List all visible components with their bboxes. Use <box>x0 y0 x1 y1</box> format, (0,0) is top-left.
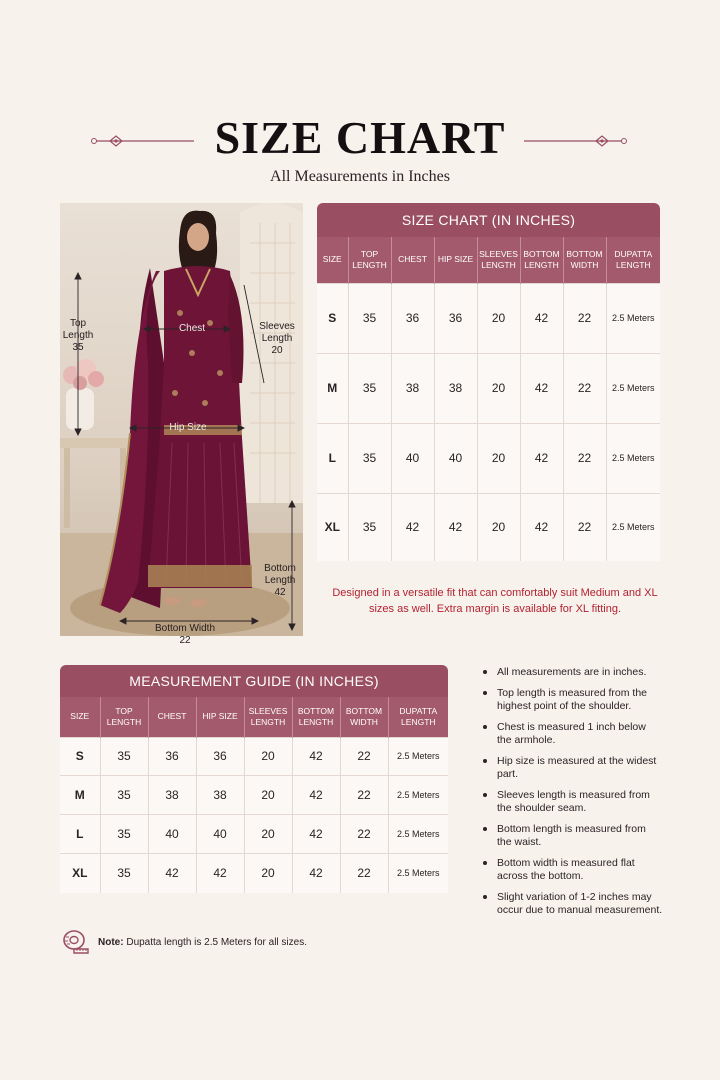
bottom-width-label: Bottom Width 22 <box>154 623 216 646</box>
table-cell: 35 <box>100 814 148 853</box>
measurement-guide-header-row <box>60 697 448 737</box>
table-cell: 20 <box>477 493 520 561</box>
table-cell: 38 <box>196 775 244 814</box>
table-cell: 2.5 Meters <box>606 423 660 493</box>
table-cell: 36 <box>391 283 434 353</box>
chest-text: Chest <box>178 323 206 334</box>
table-cell: 20 <box>477 353 520 423</box>
size-cell: M <box>60 775 100 814</box>
table-cell: 38 <box>148 775 196 814</box>
table-cell: 42 <box>434 493 477 561</box>
table-cell: 40 <box>434 423 477 493</box>
page-title: SIZE CHART <box>214 112 506 163</box>
list-item: Sleeves length is measured from the shoulder seam. <box>483 789 663 815</box>
table-row <box>317 353 660 423</box>
footer-note-text <box>98 937 307 948</box>
size-cell: M <box>317 353 348 423</box>
table-cell: 2.5 Meters <box>606 493 660 561</box>
list-item: Slight variation of 1-2 inches may occur due to manual measurement. <box>483 891 663 917</box>
table-cell: 22 <box>340 737 388 775</box>
column-header: BOTTOM LENGTH <box>520 237 563 283</box>
size-chart-caption: SIZE CHART (IN INCHES) <box>317 203 660 237</box>
table-cell: 36 <box>434 283 477 353</box>
table-cell: 20 <box>244 853 292 893</box>
table-cell: 42 <box>292 853 340 893</box>
ornament-right-icon <box>518 134 628 148</box>
table-cell: 2.5 Meters <box>388 853 448 893</box>
sleeves-length-label: Sleeves Length 20 <box>259 321 295 356</box>
table-cell: 35 <box>348 283 391 353</box>
table-row <box>317 423 660 493</box>
column-header: CHEST <box>391 237 434 283</box>
table-row <box>317 493 660 561</box>
table-cell: 35 <box>348 353 391 423</box>
column-header: TOP LENGTH <box>100 697 148 737</box>
column-header: TOP LENGTH <box>348 237 391 283</box>
measurement-guide-table <box>60 665 448 893</box>
table-cell: 22 <box>563 353 606 423</box>
top-length-label: Top Length 35 <box>62 318 94 353</box>
list-item: Chest is measured 1 inch below the armhole. <box>483 721 663 747</box>
list-item: All measurements are in inches. <box>483 666 663 679</box>
ornament-left-icon <box>90 134 200 148</box>
column-header: BOTTOM LENGTH <box>292 697 340 737</box>
column-header: SIZE <box>60 697 100 737</box>
column-header: SLEEVES LENGTH <box>477 237 520 283</box>
table-cell: 35 <box>348 423 391 493</box>
size-cell: S <box>60 737 100 775</box>
table-cell: 42 <box>148 853 196 893</box>
table-cell: 2.5 Meters <box>388 775 448 814</box>
size-cell: XL <box>317 493 348 561</box>
table-cell: 22 <box>340 814 388 853</box>
table-row <box>60 775 448 814</box>
size-cell: L <box>60 814 100 853</box>
table-cell: 36 <box>196 737 244 775</box>
guide-notes-list <box>483 666 663 925</box>
list-item: Hip size is measured at the widest part. <box>483 755 663 781</box>
list-item: Bottom length is measured from the waist. <box>483 823 663 849</box>
table-cell: 42 <box>520 283 563 353</box>
column-header: SLEEVES LENGTH <box>244 697 292 737</box>
table-cell: 22 <box>563 493 606 561</box>
hip-size-label: Hip Size <box>169 422 207 433</box>
table-cell: 42 <box>391 493 434 561</box>
table-cell: 42 <box>292 775 340 814</box>
list-item: Top length is measured from the highest point of the shoulder. <box>483 687 663 713</box>
table-cell: 22 <box>340 775 388 814</box>
column-header: DUPATTA LENGTH <box>388 697 448 737</box>
column-header: HIP SIZE <box>196 697 244 737</box>
table-cell: 20 <box>244 814 292 853</box>
table-cell: 20 <box>244 737 292 775</box>
table-cell: 22 <box>340 853 388 893</box>
table-cell: 42 <box>520 353 563 423</box>
column-header: CHEST <box>148 697 196 737</box>
bottom-length-label: Bottom Length 42 <box>264 563 296 598</box>
footer-note <box>62 929 307 955</box>
table-cell: 42 <box>520 493 563 561</box>
size-cell: XL <box>60 853 100 893</box>
table-cell: 35 <box>100 737 148 775</box>
table-cell: 35 <box>100 775 148 814</box>
column-header: BOTTOM WIDTH <box>563 237 606 283</box>
table-cell: 36 <box>148 737 196 775</box>
table-cell: 35 <box>100 853 148 893</box>
page-subtitle: All Measurements in Inches <box>270 168 450 185</box>
table-cell: 42 <box>292 814 340 853</box>
table-row <box>60 737 448 775</box>
size-cell: S <box>317 283 348 353</box>
table-cell: 35 <box>348 493 391 561</box>
column-header: SIZE <box>317 237 348 283</box>
table-row <box>317 283 660 353</box>
table-cell: 40 <box>196 814 244 853</box>
fit-note: Designed in a versatile fit that can comfortably suit Medium and XL sizes as well. Extra margin is available for XL fitting. <box>332 587 658 615</box>
note-label: Note: <box>98 936 124 948</box>
table-cell: 2.5 Meters <box>388 814 448 853</box>
table-cell: 20 <box>244 775 292 814</box>
list-item: Bottom width is measured flat across the bottom. <box>483 857 663 883</box>
table-cell: 42 <box>520 423 563 493</box>
table-cell: 22 <box>563 283 606 353</box>
measurement-guide-caption: MEASUREMENT GUIDE (IN INCHES) <box>60 665 448 697</box>
size-chart-table <box>317 203 660 561</box>
table-cell: 22 <box>563 423 606 493</box>
table-cell: 40 <box>391 423 434 493</box>
table-row <box>60 853 448 893</box>
table-row <box>60 814 448 853</box>
table-cell: 20 <box>477 283 520 353</box>
table-cell: 2.5 Meters <box>606 283 660 353</box>
column-header: HIP SIZE <box>434 237 477 283</box>
column-header: BOTTOM WIDTH <box>340 697 388 737</box>
product-photo <box>60 203 303 636</box>
table-cell: 38 <box>391 353 434 423</box>
column-header: DUPATTA LENGTH <box>606 237 660 283</box>
size-cell: L <box>317 423 348 493</box>
note-body: Dupatta length is 2.5 Meters for all sizes. <box>123 936 307 948</box>
table-cell: 42 <box>196 853 244 893</box>
table-cell: 38 <box>434 353 477 423</box>
table-cell: 2.5 Meters <box>388 737 448 775</box>
size-chart-header-row <box>317 237 660 283</box>
table-cell: 2.5 Meters <box>606 353 660 423</box>
table-cell: 42 <box>292 737 340 775</box>
table-cell: 40 <box>148 814 196 853</box>
table-cell: 20 <box>477 423 520 493</box>
measuring-tape-icon <box>62 929 90 955</box>
header <box>0 110 720 186</box>
